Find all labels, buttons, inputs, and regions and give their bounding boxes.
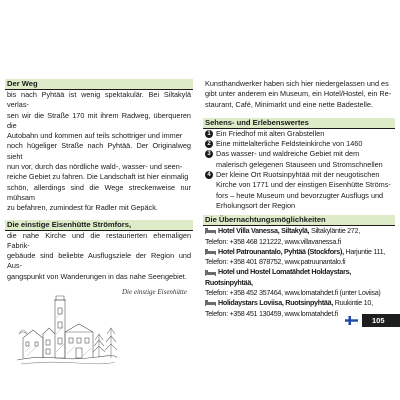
text-line: noch hügeliger Straße nach Pyhtää. Der Originalweg sieht — [7, 141, 191, 161]
sight-item — [205, 129, 393, 139]
der-weg-paragraph — [5, 90, 193, 214]
sight-text: Eine mittelalterliche Feldsteinkirche von 1460 — [216, 139, 363, 149]
text-line: sen wir die Straße 170 mit ihrem Radweg, überqueren die — [7, 110, 191, 130]
hotel-contact: Telefon: +358 401 878752, www.patruunantalo.fi — [205, 257, 346, 267]
eisenhuette-paragraph — [5, 231, 193, 282]
sights-list — [203, 129, 395, 211]
hotel-name: Hotel Villa Vanessa, Siltakylä, — [218, 226, 310, 236]
hotel-bed-icon — [205, 249, 216, 255]
number-badge: 3 — [205, 150, 213, 158]
text-line: staurant, Café, Minimarkt und eine nette Badestelle. — [205, 99, 373, 109]
page-number: 105 — [372, 316, 385, 325]
right-column — [203, 79, 395, 319]
text-line: die nahe Kirche und die restaurierten ehemaligen Fabrik- — [7, 230, 191, 250]
sights-heading: Sehens- und Erlebenswertes — [203, 118, 395, 129]
intro-paragraph — [203, 79, 395, 110]
ironworks-sketch — [5, 286, 193, 368]
text-line: bis nach Pyhtää ist wenig spektakulär. Bei Siltakylä verlas- — [7, 90, 191, 110]
hotel-name: Hotel Patrounantalo, Pyhtää (Stockfors), — [218, 246, 344, 256]
sight-text: Kirche von 1771 und der einstigen Eisenhütte Ströms- — [216, 180, 391, 190]
text-line: Autobahn und kommen auf teils schottriger und immer — [7, 131, 183, 141]
left-column — [5, 79, 193, 368]
hotel-entry — [203, 247, 395, 268]
sight-text: Das wasser- und waldreiche Gebiet mit dem — [216, 149, 360, 159]
text-line: zu befahren, zumindest für Radler mit Gepäck. — [7, 203, 158, 213]
hotel-contact: Telefon: +358 452 357464, www.lomatahdet.fi (unter Loviisa) — [205, 288, 381, 298]
text-line: nun vor, durch das nördliche wald-, wasser- und seen- — [7, 162, 183, 172]
hotel-entry — [203, 267, 395, 298]
hotel-contact: Telefon: +358 468 121222, www.villavanessa.fi — [205, 236, 341, 246]
ironworks-illustration — [17, 294, 117, 366]
eisenhuette-heading: Die einstige Eisenhütte Strömfors, — [5, 220, 193, 231]
sight-text: Erholungsort der Region — [216, 200, 296, 210]
text-line: gibt unter anderem ein Museum, ein Hotel/Hostel, ein Re- — [205, 89, 392, 99]
text-line: gangspunkt von Wanderungen in das nahe Seengebiet. — [7, 271, 187, 281]
number-badge: 2 — [205, 140, 213, 148]
text-line: schön, allerdings sind die Wege streckenweise nur mühsam — [7, 182, 191, 202]
der-weg-heading: Der Weg — [5, 79, 193, 90]
text-line: reiche Gebiet zu fahren. Die Landschaft ist hier einmalig — [7, 172, 189, 182]
finland-flag-icon — [345, 316, 358, 325]
sight-text: malerisch gelegenen Stauseen und Stromschnellen — [216, 159, 383, 169]
text-line: Kunsthandwerker haben sich hier niedergelassen und es — [205, 79, 389, 88]
sight-text: Der kleine Ort Ruotsinpyhtää mit der neugotischen — [216, 170, 380, 180]
hotel-address: Ruukintie 10, — [333, 298, 373, 308]
hotel-address: Harjuntie 111, — [343, 246, 385, 256]
hotel-bed-icon — [205, 270, 216, 276]
sketch-caption: Die einstige Eisenhütte — [122, 288, 187, 297]
text-line: gebäude sind beliebte Ausflugsziele der Region und Aus- — [7, 251, 191, 271]
hotel-address: Siltakyläntie 272, — [309, 226, 360, 236]
sight-item — [205, 149, 393, 170]
sight-text: fors – heute Museum und bevorzugter Ausflugs und — [216, 190, 384, 200]
hotel-bed-icon — [205, 228, 216, 234]
sight-item — [205, 170, 393, 211]
number-badge: 1 — [205, 130, 213, 138]
hotel-bed-icon — [205, 300, 216, 306]
lodging-heading: Die Übernachtungsmöglichkeiten — [203, 215, 395, 226]
hotel-name: Hotel und Hostel Lomatähdet Holdaystars, Ruotsinpyhtää, — [205, 267, 351, 287]
hotel-entry — [203, 226, 395, 247]
hotel-name: Holidaystars Loviisa, Ruotsinpyhtää, — [218, 298, 334, 308]
number-badge: 4 — [205, 171, 213, 179]
sight-item — [205, 139, 393, 149]
hotel-contact: Telefon: +358 451 130459, www.lomatahdet.fi — [205, 308, 338, 318]
sight-text: Ein Friedhof mit alten Grabstellen — [216, 128, 325, 138]
